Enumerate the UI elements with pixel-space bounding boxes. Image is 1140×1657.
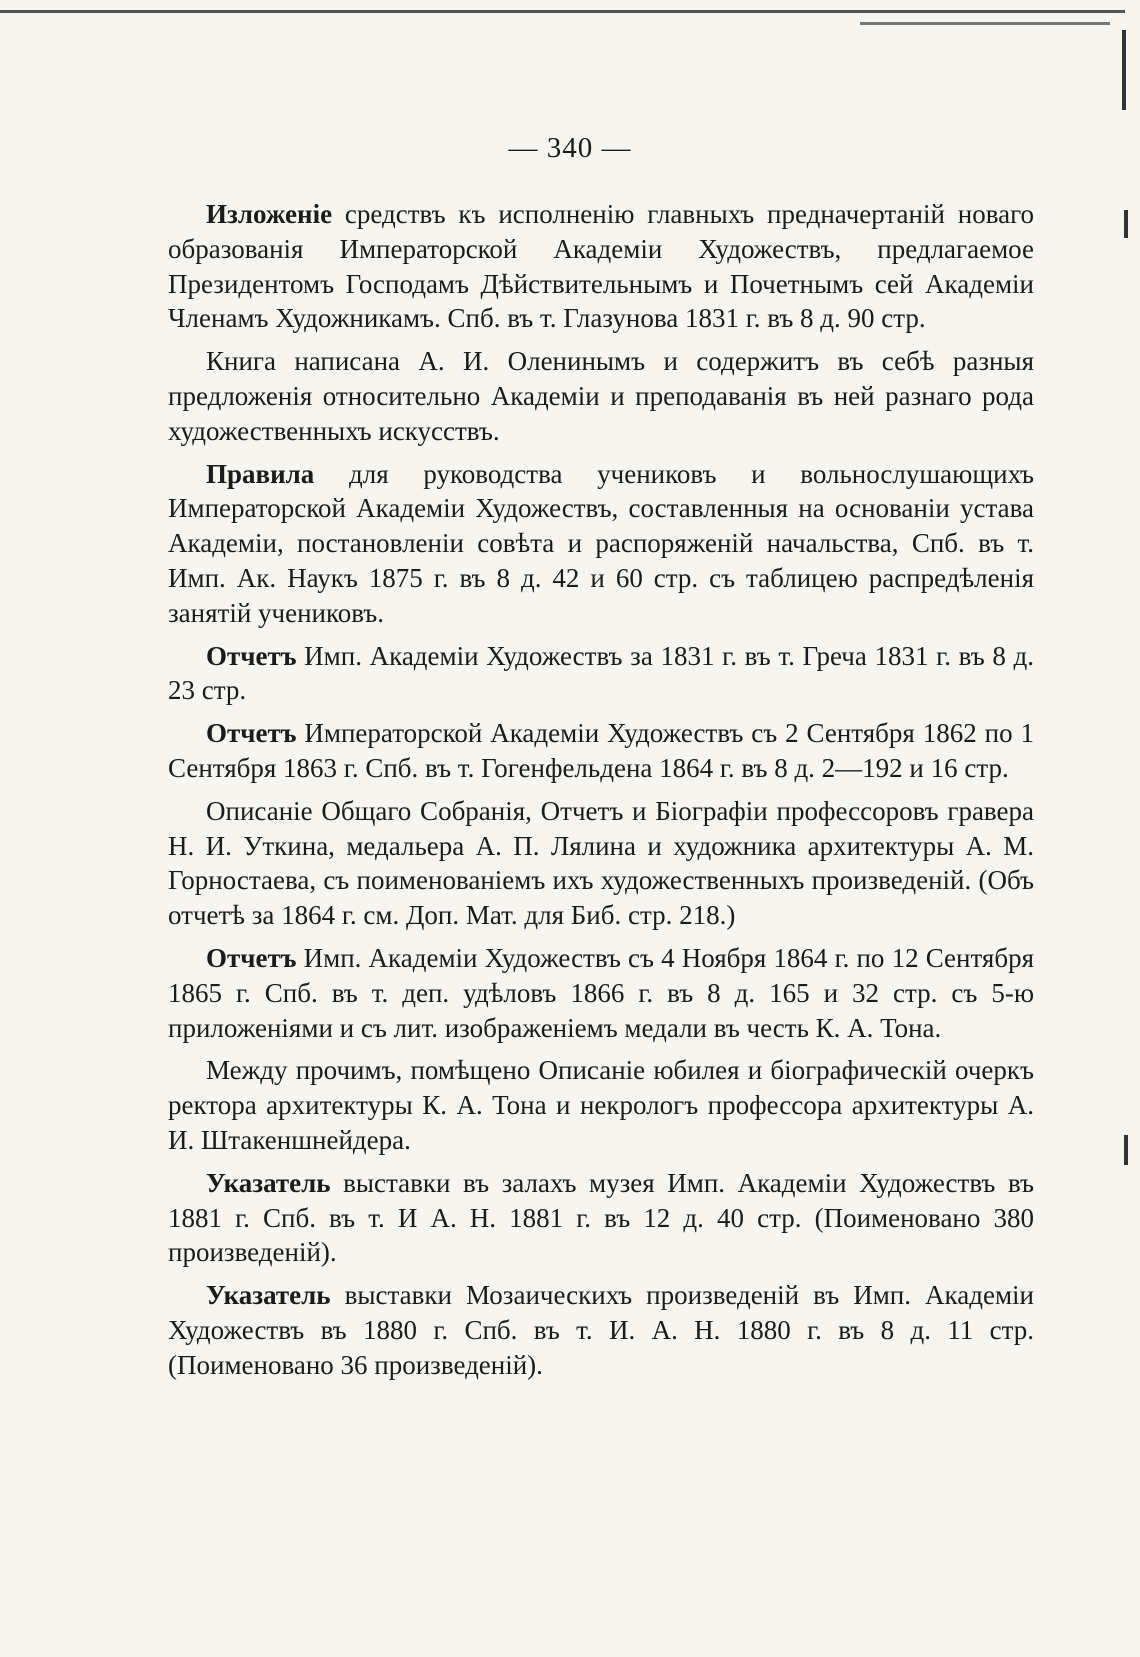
entry-note-opisanie [168,794,1034,933]
entry-text: Книга написана А. И. Оленинымъ и содержитъ въ себѣ разныя предложенія относительно Академіи и преподаванія въ ней разнаго рода художественныхъ искусствъ. [168,346,1034,446]
entry-lead: Указатель [206,1280,331,1311]
entry-lead: Правила [206,458,315,489]
entry-otchet-1862 [168,716,1034,786]
entry-otchet-1864 [168,941,1034,1045]
entry-lead: Отчетъ [206,640,297,671]
entry-text: Имп. Академіи Художествъ за 1831 г. въ т. Греча 1831 г. въ 8 д. 23 стр. [168,640,1034,706]
entry-otchet-1831 [168,639,1034,709]
scan-top-rule [0,10,1125,13]
entry-ukazatel-1880 [168,1278,1034,1382]
entry-text: Между прочимъ, помѣщено Описаніе юбилея и біографическій очеркъ ректора архитектуры К. А. Тона и некрологъ профессора архитектуры А. И. Штакеншнейдера. [168,1055,1034,1155]
entry-text: средствъ къ исполненію главныхъ предначертаній новаго образованія Императорской Академіи Художествъ, предлагаемое Президентомъ Господамъ Дѣйствительнымъ и Почетнымъ сей Академіи Членамъ Художникамъ. Спб. въ т. Глазунова 1831 г. въ 8 д. 90 стр. [168,199,1034,334]
entry-lead: Отчетъ [206,942,297,973]
scan-edge-mark [1124,1135,1128,1165]
page-number: — 340 — [508,132,632,164]
scan-edge-mark [1124,210,1128,238]
entry-note-ton [168,1053,1034,1157]
page-body [168,197,1034,1391]
entry-lead: Изложеніе [206,199,333,229]
entry-pravila [168,457,1034,631]
entry-text: для руководства учениковъ и вольнослушающихъ Императорской Академіи Художествъ, составленныя на основаніи устава Академіи, постановленіи совѣта и распоряженій начальства, Спб. въ т. Имп. Ак. Наукъ 1875 г. въ 8 д. 42 и 60 стр. съ таблицею распредѣленія занятій учениковъ. [168,458,1034,628]
entry-text: Имп. Академіи Художествъ съ 4 Ноября 1864 г. по 12 Сентября 1865 г. Спб. въ т. деп. удѣловъ 1866 г. въ 8 д. 165 и 32 стр. съ 5-ю приложеніями и съ лит. изображеніемъ медали въ честь К. А. Тона. [168,942,1034,1043]
scan-edge-mark [1122,30,1126,110]
entry-text: выставки въ залахъ музея Имп. Академіи Художествъ въ 1881 г. Спб. въ т. И А. Н. 1881 г. въ 12 д. 40 стр. (Поименовано 380 произведеній). [168,1167,1034,1268]
entry-text: Описаніе Общаго Собранія, Отчетъ и Біографіи профессоровъ гравера Н. И. Уткина, медальера А. П. Лялина и художника архитектуры А. М. Горностаева, съ поименованіемъ ихъ художественныхъ произведеній. (Объ отчетѣ за 1864 г. см. Доп. Мат. для Биб. стр. 218.) [168,795,1034,931]
entry-lead: Указатель [206,1167,331,1198]
entry-ukazatel-1881 [168,1166,1034,1270]
scan-top-rule-secondary [860,22,1110,25]
entry-izlozhenie [168,197,1034,336]
entry-text: Императорской Академіи Художествъ съ 2 Сентября 1862 по 1 Сентября 1863 г. Спб. въ т. Гогенфельдена 1864 г. въ 8 д. 2—192 и 16 стр. [168,718,1034,783]
entry-text: выставки Мозаическихъ произведеній въ Имп. Академіи Художествъ въ 1880 г. Спб. въ т. И. А. Н. 1880 г. въ 8 д. 11 стр. (Поименовано 36 произведеній). [168,1280,1034,1380]
entry-note-olenin [168,344,1034,448]
entry-lead: Отчетъ [206,718,297,749]
